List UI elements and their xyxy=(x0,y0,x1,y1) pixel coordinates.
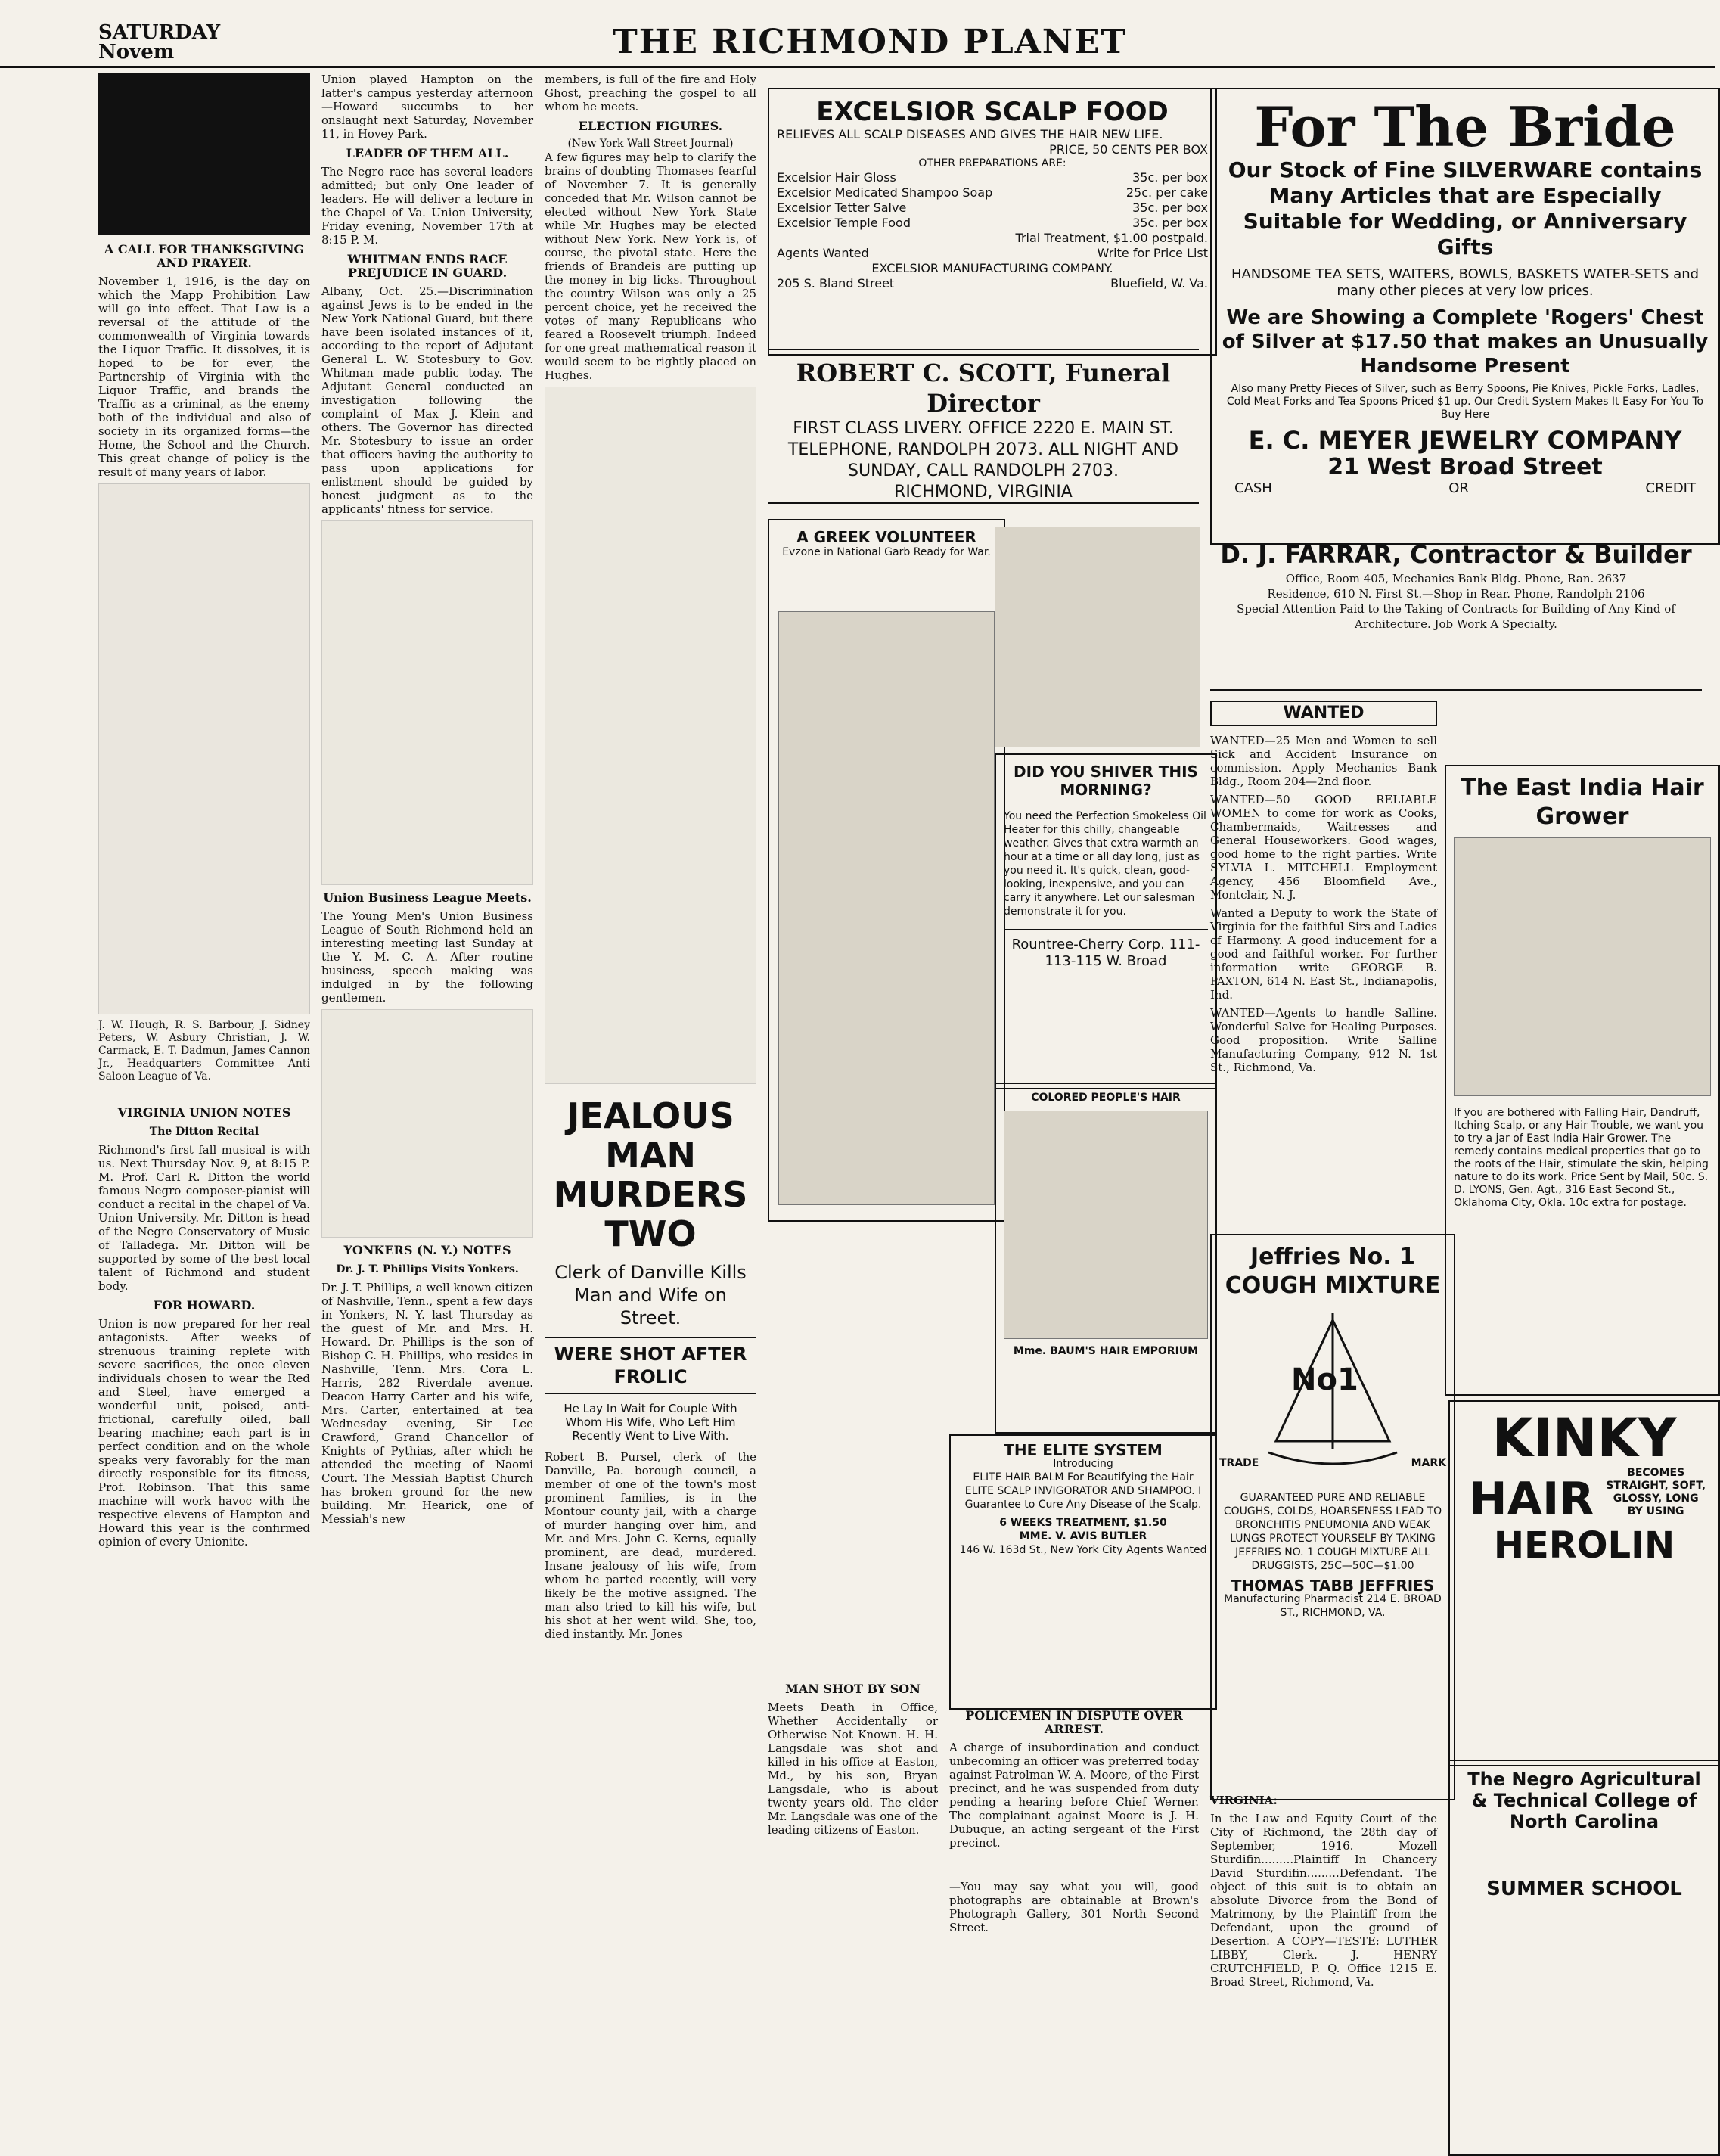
scott-ad xyxy=(768,349,1199,504)
virginia-legal-notice xyxy=(1210,1794,1437,1993)
howard-article: Union is now prepared for her real antagonists. After weeks of strenuous training replete with severe sacrifices, the once eleven individuals chosen to wear the Red and Steel, have emerged a wonderful unit, poised, anti-frictional, carefully oiled, ball bearing machine; each part is in perfect condition and on the whole speaks very favorably for the man directly responsible for its fitness, Prof. Robinson. That this same machine will work havoc with the respective elevens of Hampton and Howard this year is the confirmed opinion of every Unionite. xyxy=(98,1317,310,1549)
farrar-office: Office, Room 405, Mechanics Bank Bldg. Phone, Ran. 2637 xyxy=(1285,572,1627,586)
wanted-ad-3: Wanted a Deputy to work the State of Virginia for the faithful Sirs and Ladies of Harmony. A good inducement for a good and faithful worker. For further information write GEORGE B. PAXTON, 614 N. East St., Indianapolis, Ind. xyxy=(1210,906,1437,1002)
election-article: A few figures may help to clarify the brains of doubting Thomases fearful of November 7. It is generally conceded that Mr. Wilson cannot be elected without New York State while Mr. Hughes may be elected without New York. New York is, of course, the pivotal state. Here the friends of Brandeis are putting up the money in big licks. Throughout the country Wilson was only a 25 percent choice, yet he received the votes of many Republicans who feared a Roosevelt triumph. Indeed for one great mathematical reason it would seem to be rightly placed on Hughes. xyxy=(545,151,756,382)
leader-article: The Negro race has several leaders admitted; but only One leader of leaders. He will deliver a lecture in the Chapel of Va. Union University, Friday evening, November 17th at 8:15 P. M. xyxy=(321,165,533,247)
article-continuation xyxy=(321,520,533,885)
police-article-block xyxy=(949,1703,1199,1939)
product-row xyxy=(777,170,1208,185)
greek-volunteer-photo xyxy=(778,611,995,1205)
scott-body: FIRST CLASS LIVERY. OFFICE 2220 E. MAIN ST. TELEPHONE, RANDOLPH 2073. ALL NIGHT AND SUNDAY, CALL RANDOLPH 2703. xyxy=(787,419,1179,480)
wanted-ad-2: WANTED—50 GOOD RELIABLE WOMEN to come for work as Cooks, Chambermaids, Waitresses and General Houseworkers. Good wages, good home to the right parties. Write SYLVIA L. MITCHELL Employment Agency, 456 Bloomfield Ave., Montclair, N. J. xyxy=(1210,793,1437,902)
product-price: 35c. per box xyxy=(1132,170,1208,185)
elite-address: 146 W. 163d St., New York City Agents Wanted xyxy=(959,1544,1207,1556)
write-for-list: Write for Price List xyxy=(1097,246,1208,260)
thanksgiving-article: November 1, 1916, is the day on which the Mapp Prohibition Law will go into effect. That Law is a reversal of the attitude of the commonwealth of Virginia towards the Liquor Traffic. It dissolves, it is hoped to be for ever, the Partnership of Virginia with the Liquor Traffic, and brands the Traffic as a criminal, as the enemy both of the individual and also of society in its organized forms—the Home, the School and the Church. This great change of policy is the result of many years of labor. xyxy=(98,275,310,479)
shiver-body: You need the Perfection Smokeless Oil Heater for this chilly, changeable weather. Gives that extra warmth an hour at a time or all day long, just as you need it. It's quick, clean, good-looking, inexpensive, and you can carry it anywhere. Let our salesman demonstrate it for you. xyxy=(1004,810,1206,918)
kinky-word: KINKY xyxy=(1492,1407,1677,1469)
shot-headline: MAN SHOT BY SON xyxy=(785,1682,921,1696)
column-5 xyxy=(1210,73,1709,2145)
kinky-subtitle: BECOMES STRAIGHT, SOFT, GLOSSY, LONG BY USING xyxy=(1606,1467,1706,1518)
college-ad xyxy=(1448,1760,1720,2156)
jealous-subhead: Clerk of Danville Kills Man and Wife on Street. xyxy=(554,1262,747,1328)
credit-label: CREDIT xyxy=(1645,480,1696,496)
perfection-heater-illustration xyxy=(995,527,1200,747)
leader-headline: LEADER OF THEM ALL. xyxy=(346,146,509,160)
excelsior-company: EXCELSIOR MANUFACTURING COMPANY. xyxy=(871,261,1113,275)
business-league-headline: Union Business League Meets. xyxy=(323,890,532,905)
holy-ghost-article: members, is full of the fire and Holy Ghost, preaching the gospel to all whom he meets. xyxy=(545,73,756,113)
photograph-notice: —You may say what you will, good photographs are obtainable at Brown's Photograph Gallery, 301 North Second Street. xyxy=(949,1880,1199,1934)
excelsior-price: PRICE, 50 CENTS PER BOX xyxy=(1049,142,1208,157)
whitman-article: Albany, Oct. 25.—Discrimination against Jews is to be ended in the New York National Guard, but there have been isolated instances of it, according to the report of Adjutant General L. W. Stotesbury to Gov. Whitman made public today. The Adjutant General conducted an investigation following the complaint of Max J. Klein and others. The Governor has directed Mr. Stotesbury to issue an order that officers having the authority to pass upon applications for enlistment should be guided by honest judgment as to the applicants' fitness for service. xyxy=(321,284,533,516)
east-india-ad xyxy=(1445,765,1720,1396)
perfection-heater-ad xyxy=(995,753,1217,1089)
product-name: Excelsior Tetter Salve xyxy=(777,200,907,215)
no1-mark: No1 xyxy=(1291,1362,1358,1397)
college-title: The Negro Agricultural & Technical College of North Carolina xyxy=(1467,1769,1701,1832)
yonkers-headline: YONKERS (N. Y.) NOTES xyxy=(343,1243,511,1257)
elite-intro: Introducing xyxy=(1053,1458,1113,1470)
product-row xyxy=(777,216,1208,231)
recital-article: Richmond's first fall musical is with us. Next Thursday Nov. 9, at 8:15 P. M. Prof. Carl R. Ditton the world famous Negro composer-pianist will conduct a recital in the chapel of Va. Union University. Mr. Ditton is head of the Negro Conservatory of Music of Talladega. Mr. Ditton will be supported by some of the best local talent of Richmond and student body. xyxy=(98,1143,310,1293)
hair-word: HAIR xyxy=(1469,1473,1594,1526)
woman-portrait xyxy=(1004,1111,1208,1339)
excelsior-title: EXCELSIOR SCALP FOOD xyxy=(816,97,1169,127)
agents-wanted: Agents Wanted xyxy=(777,246,869,260)
trade-label: TRADE xyxy=(1219,1457,1259,1469)
tabb-jeffries: THOMAS TABB JEFFRIES xyxy=(1231,1577,1435,1595)
bride-title: For The Bride xyxy=(1254,95,1676,159)
colored-hair-ad xyxy=(995,1083,1217,1434)
bride-small: Also many Pretty Pieces of Silver, such as Berry Spoons, Pie Knives, Pickle Forks, Ladles, Cold Meat Forks and Tea Spoons Priced $1 up. Our Credit System Makes It Easy For You To Buy Here xyxy=(1226,383,1704,421)
meyer-company: E. C. MEYER JEWELRY COMPANY xyxy=(1248,426,1682,455)
signers: J. W. Hough, R. S. Barbour, J. Sidney Peters, W. Asbury Christian, J. W. Carmack, E. T. Dadmun, James Cannon Jr., Headquarters Committee Anti Saloon League of Va. xyxy=(98,1019,310,1083)
column-4 xyxy=(768,73,1208,2145)
product-row xyxy=(777,200,1208,216)
meyer-address: 21 West Broad Street xyxy=(1327,454,1603,480)
or-label: OR xyxy=(1448,480,1469,496)
column-3 xyxy=(545,73,756,2145)
jeffries-body: GUARANTEED PURE AND RELIABLE COUGHS, COLDS, HOARSENESS LEAD TO BRONCHITIS PNEUMONIA AND WEAK LUNGS PROTECT YOURSELF BY TAKING JEFFRIES NO. 1 COUGH MIXTURE ALL DRUGGISTS, 25C—50C—$1.00 xyxy=(1223,1492,1442,1572)
elite-body: ELITE HAIR BALM For Beautifying the Hair ELITE SCALP INVIGORATOR AND SHAMPOO. I Guarantee to Cure Any Disease of the Scalp. xyxy=(964,1471,1202,1511)
rountree-cherry: Rountree-Cherry Corp. 111-113-115 W. Broad xyxy=(1004,929,1208,970)
whitman-headline: WHITMAN ENDS RACE PREJUDICE IN GUARD. xyxy=(347,252,508,280)
east-india-title: The East India Hair Grower xyxy=(1461,775,1704,830)
wanted-ad-1: WANTED—25 Men and Women to sell Sick and Accident Insurance on commission. Apply Mechanics Bank Bldg., Room 204—2nd floor. xyxy=(1210,734,1437,788)
excelsior-ad xyxy=(768,88,1217,356)
howard-headline: FOR HOWARD. xyxy=(153,1298,256,1313)
frolic-headline: WERE SHOT AFTER FROLIC xyxy=(545,1337,756,1394)
product-list xyxy=(777,170,1208,231)
wanted-header: WANTED xyxy=(1210,701,1437,726)
elite-name: MME. V. AVIS BUTLER xyxy=(1019,1530,1147,1542)
thanksgiving-headline: A CALL FOR THANKSGIVING AND PRAYER. xyxy=(104,242,305,270)
column-2 xyxy=(321,73,533,2145)
masthead-month: Novem xyxy=(98,41,175,64)
product-name: Excelsior Medicated Shampoo Soap xyxy=(777,185,993,200)
newspaper-title: THE RICHMOND PLANET xyxy=(613,23,1128,61)
masthead-date xyxy=(98,23,220,62)
excelsior-city: Bluefield, W. Va. xyxy=(1110,276,1208,290)
shot-article: Meets Death in Office, Whether Accidentally or Otherwise Not Known. H. H. Langsdale was shot and killed in his office at Easton, Md., by his son, Bryan Langsdale, who is about twenty years old. The elder Mr. Langsdale was one of the leading citizens of Easton. xyxy=(768,1701,938,1837)
hampton-article: Union played Hampton on the latter's campus yesterday afternoon—Howard succumbs to her onslaught next Saturday, November 11, in Hovey Park. xyxy=(321,73,533,141)
baum-emporium: Mme. BAUM'S HAIR EMPORIUM xyxy=(1013,1345,1199,1357)
east-india-body: If you are bothered with Falling Hair, Dandruff, Itching Scalp, or any Hair Trouble, we want you to try a jar of East India Hair Grower. The remedy contains medical properties that go to the roots of the Hair, stimulate the skin, helping nature to do its work. Price Sent by Mail, 50c. S. D. LYONS, Gen. Agt., 316 East Second St., Oklahoma City, Okla. 10c extra for postage. xyxy=(1454,1107,1709,1209)
header-image xyxy=(98,73,310,235)
yonkers-article: Dr. J. T. Phillips, a well known citizen of Nashville, Tenn., spent a few days in Yonkers, N. Y. last Thursday as the guest of Mr. and Mrs. H. Howard. Dr. Phillips is the son of Bishop C. H. Phillips, who resides in Nashville, Tenn. Mrs. Cora L. Harris, 282 Riverdale avenue. Deacon Harry Carter and his wife, Mrs. Carter, entertained at tea Wednesday evening, Sir Lee Crawford, Grand Chancellor of Knights of Pythias, after which he attended the meeting of Naomi Court. The Messiah Baptist Church has broken ground for the new building. Mr. Hearick, one of Messiah's new xyxy=(321,1281,533,1526)
product-name: Excelsior Hair Gloss xyxy=(777,170,896,185)
product-price: 35c. per box xyxy=(1132,216,1208,230)
sailboat-trademark xyxy=(1219,1305,1446,1487)
virginia-body: In the Law and Equity Court of the City of Richmond, the 28th day of September, 1916. Mozell Sturdifin.........Plaintiff In Chancery David Sturdifin.........Defendant. The object of this suit is to obtain an absolute Divorce from the Bond of Matrimony, by the Plaintiff from the Defendant, upon the ground of Desertion. A COPY—TESTE: LUTHER LIBBY, Clerk. J. HENRY CRUTCHFIELD, P. Q. Office 1215 E. Broad Street, Richmond, Va. xyxy=(1210,1812,1437,1989)
shot-article-block xyxy=(768,1676,938,1841)
jealous-headline-2: MURDERS TWO xyxy=(553,1174,748,1254)
farrar-residence: Residence, 610 N. First St.—Shop in Rear. Phone, Randolph 2106 xyxy=(1267,587,1645,601)
product-row xyxy=(777,185,1208,200)
shiver-title: DID YOU SHIVER THIS MORNING? xyxy=(1014,763,1198,799)
other-preparations: OTHER PREPARATIONS ARE: xyxy=(918,157,1066,169)
farrar-note: Special Attention Paid to the Taking of Contracts for Building of Any Kind of Architecture. Job Work A Specialty. xyxy=(1237,602,1675,631)
kinky-hair-ad xyxy=(1448,1400,1720,1766)
jealous-headline-1: JEALOUS MAN xyxy=(567,1095,734,1176)
wanted-column xyxy=(1210,701,1437,1222)
greek-title: A GREEK VOLUNTEER xyxy=(796,528,976,546)
jeffries-ad xyxy=(1210,1234,1455,1800)
police-article: A charge of insubordination and conduct unbecoming an officer was preferred today against Patrolman W. A. Moore, of the First precinct, and he was suspended from duty pending a hearing before Chief Werner. The complainant against Moore is J. H. Dubuque, an acting sergeant of the First precinct. xyxy=(949,1741,1199,1850)
bride-ad xyxy=(1210,88,1720,545)
masthead-day: SATURDAY xyxy=(98,21,221,44)
bride-subtitle: Our Stock of Fine SILVERWARE contains Many Articles that are Especially Suitable for Wedding, or Anniversary Gifts xyxy=(1228,157,1703,259)
elite-title: THE ELITE SYSTEM xyxy=(1004,1441,1163,1459)
election-source: (New York Wall Street Journal) xyxy=(567,138,734,150)
business-league-article: The Young Men's Union Business League of South Richmond held an interesting meeting last Sunday at the Y. M. C. A. After routine business, speech making was indulged in by the following gentlemen. xyxy=(321,909,533,1005)
union-notes-headline: VIRGINIA UNION NOTES xyxy=(117,1105,291,1120)
column-1 xyxy=(98,73,310,2145)
product-price: 25c. per cake xyxy=(1125,185,1208,200)
article-continuation xyxy=(98,483,310,1014)
wanted-ad-4: WANTED—Agents to handle Salline. Wonderful Salve for Healing Purposes. Good proposition. Write Salline Manufacturing Company, 912 N. 1st St., Richmond, Va. xyxy=(1210,1006,1437,1074)
mark-label: MARK xyxy=(1411,1457,1446,1469)
tabb-body: Manufacturing Pharmacist 214 E. BROAD ST., RICHMOND, VA. xyxy=(1224,1593,1442,1619)
yonkers-subhead: Dr. J. T. Phillips Visits Yonkers. xyxy=(336,1263,519,1275)
bride-chest: We are Showing a Complete 'Rogers' Chest of Silver at $17.50 that makes an Unusually Handsome Present xyxy=(1222,306,1709,377)
jealous-article: Robert B. Pursel, clerk of the Danville, Pa. borough council, a member of one of the town's most prominent families, is in the Montour county jail, with a charge of murder hanging over him, and Mr. and Mrs. John C. Kerns, equally prominent, are dead, murdered. Insane jealousy of his wife, from whom he parted recently, will very likely be the motive assigned. The man also tried to kill his wife, but his shot at her went wild. She, too, died instantly. Mr. Jones xyxy=(545,1450,756,1641)
police-headline: POLICEMEN IN DISPUTE OVER ARREST. xyxy=(965,1708,1183,1736)
cash-label: CASH xyxy=(1234,480,1272,496)
election-headline: ELECTION FIGURES. xyxy=(578,119,723,133)
product-price: 35c. per box xyxy=(1132,200,1208,215)
greek-caption: Evzone in National Garb Ready for War. xyxy=(782,546,991,558)
scott-city: RICHMOND, VIRGINIA xyxy=(894,483,1073,502)
summer-school: SUMMER SCHOOL xyxy=(1486,1878,1682,1900)
scott-title: ROBERT C. SCOTT, Funeral Director xyxy=(796,359,1171,418)
greek-volunteer xyxy=(768,519,1005,1222)
masthead xyxy=(0,0,1715,68)
trial-treatment: Trial Treatment, $1.00 postpaid. xyxy=(1015,231,1208,245)
elite-system-ad xyxy=(949,1434,1217,1710)
excelsior-address: 205 S. Bland Street xyxy=(777,276,895,290)
bride-items: HANDSOME TEA SETS, WAITERS, BOWLS, BASKETS WATER-SETS and many other pieces at very low prices. xyxy=(1231,266,1700,299)
farrar-title: D. J. FARRAR, Contractor & Builder xyxy=(1220,540,1692,569)
lay-in-wait-subhead: He Lay In Wait for Couple With Whom His Wife, Who Left Him Recently Went to Live With. xyxy=(564,1402,737,1443)
jeffries-title: Jeffries No. 1 COUGH MIXTURE xyxy=(1225,1244,1441,1299)
article-continuation xyxy=(321,1009,533,1238)
article-continuation xyxy=(545,387,756,1084)
product-name: Excelsior Temple Food xyxy=(777,216,911,230)
recital-headline: The Ditton Recital xyxy=(149,1126,259,1138)
long-hair-portrait xyxy=(1454,837,1711,1096)
elite-treatment: 6 WEEKS TREATMENT, $1.50 xyxy=(999,1517,1167,1529)
farrar-ad xyxy=(1210,538,1702,691)
colored-hair-title: COLORED PEOPLE'S HAIR xyxy=(1031,1092,1181,1104)
herolin-brand: HEROLIN xyxy=(1493,1524,1675,1567)
excelsior-tagline: RELIEVES ALL SCALP DISEASES AND GIVES THE HAIR NEW LIFE. xyxy=(777,127,1163,141)
virginia-head: VIRGINIA: xyxy=(1210,1794,1278,1807)
